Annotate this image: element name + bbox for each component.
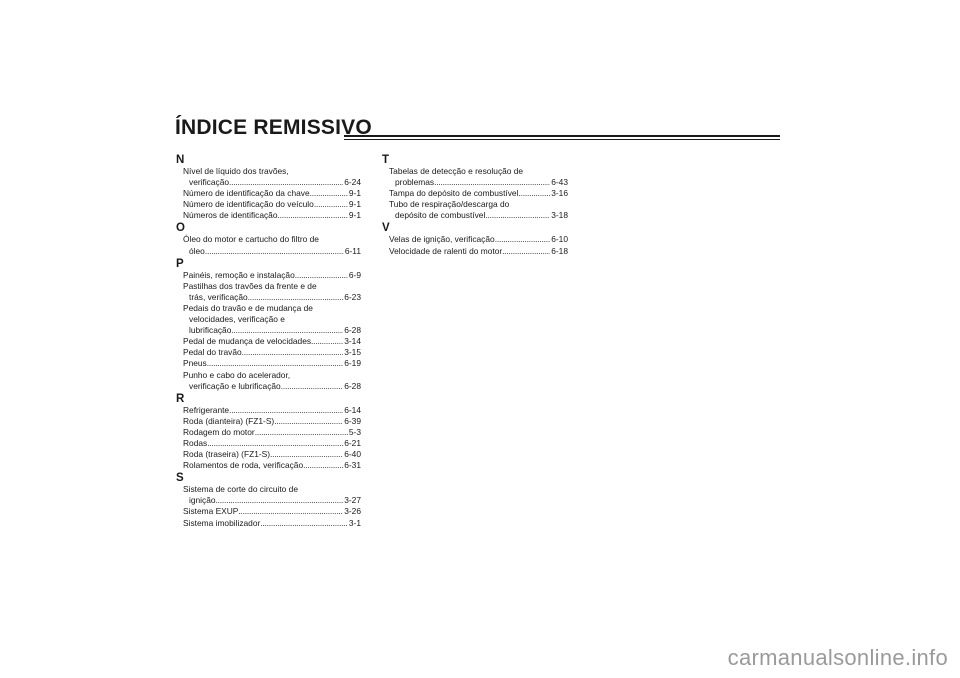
index-entry-text: Óleo do motor e cartucho do filtro de (183, 234, 319, 245)
index-page-number: 6-10 (551, 234, 568, 245)
index-entry-text: Número de identificação da chave (183, 188, 310, 199)
index-entry-text: trás, verificação (189, 291, 248, 302)
watermark-text: carmanualsonline.info (727, 645, 948, 670)
index-entry-text: Roda (dianteira) (FZ1-S) (183, 415, 275, 426)
index-page-number: 3-16 (551, 188, 568, 199)
index-entry-text: verificação (189, 177, 230, 188)
index-entry (176, 336, 361, 347)
index-page-number: 9-1 (348, 199, 361, 210)
dot-leader (314, 199, 348, 210)
dot-leader (207, 358, 343, 369)
dot-leader (229, 177, 343, 188)
index-entry (382, 199, 568, 221)
index-entry-text: ignição (189, 495, 216, 506)
dot-leader (295, 270, 348, 281)
dot-leader (229, 405, 343, 416)
dot-leader (270, 449, 343, 460)
index-page-number: 9-1 (348, 188, 361, 199)
index-page-number: 6-18 (551, 245, 568, 256)
dot-leader (231, 325, 343, 336)
index-entry-text: Refrigerante (183, 404, 230, 415)
dot-leader (260, 518, 348, 529)
index-entry (176, 460, 361, 471)
index-page-number: 6-24 (344, 177, 361, 188)
index-letter: V (382, 222, 390, 235)
dot-leader (310, 188, 348, 199)
index-column-left (176, 153, 361, 529)
index-entry (176, 358, 361, 369)
index-entry-text: Roda (traseira) (FZ1-S) (183, 449, 271, 460)
index-entry-text: depósito de combustível (395, 210, 486, 221)
index-page-number: 6-31 (344, 460, 361, 471)
index-entry-text: Velas de ignição, verificação (389, 234, 495, 245)
index-entry (176, 416, 361, 427)
index-entry-text: Sistema EXUP (183, 506, 239, 517)
index-page-number: 6-40 (344, 449, 361, 460)
index-entry-text: Pastilhas dos travões da frente e de (183, 280, 317, 291)
dot-leader (238, 506, 343, 517)
index-entry (382, 246, 568, 257)
index-entry (176, 405, 361, 416)
page-title: ÍNDICE REMISSIVO (175, 116, 372, 139)
dot-leader (205, 246, 344, 257)
index-entry (176, 347, 361, 358)
index-letter: S (176, 472, 184, 485)
index-entry-text: Velocidade de ralenti do motor (389, 245, 503, 256)
index-page-number: 6-39 (344, 415, 361, 426)
index-entry-text: Números de identificação (183, 210, 278, 221)
index-column-right (382, 153, 568, 257)
index-entry-text: Sistema de corte do circuito de (183, 484, 298, 495)
index-page-number: 6-14 (344, 404, 361, 415)
index-entry-text: óleo (189, 245, 205, 256)
index-entry-text: Rodas (183, 437, 208, 448)
index-entry-text: Tampa do depósito de combustível (389, 188, 519, 199)
index-entry-text: Nível de líquido dos travões, (183, 166, 289, 176)
index-page-number: 3-15 (344, 347, 361, 358)
dot-leader (495, 234, 551, 245)
index-entry (176, 270, 361, 281)
index-entry-text: Rolamentos de roda, verificação (183, 460, 304, 471)
dot-leader (207, 438, 343, 449)
index-letter: T (382, 154, 390, 166)
index-page-number: 6-21 (344, 437, 361, 448)
index-entry-text: Pneus (183, 358, 207, 369)
dot-leader (434, 177, 550, 188)
index-page-number: 3-27 (344, 495, 361, 506)
index-letter: R (176, 392, 185, 405)
index-entry (176, 234, 361, 256)
index-entry (176, 166, 361, 188)
dot-leader (311, 336, 343, 347)
index-entry (382, 188, 568, 199)
index-page-number: 9-1 (348, 210, 361, 221)
index-entry-text: lubrificação (189, 325, 232, 336)
dot-leader (303, 460, 343, 471)
index-entry (176, 188, 361, 199)
index-page-number: 6-9 (348, 269, 361, 280)
index-entry-text: Rodagem do motor (183, 426, 255, 437)
index-page-number: 6-28 (344, 325, 361, 336)
dot-leader (216, 495, 344, 506)
index-entry-text: Número de identificação do veículo (183, 199, 314, 210)
dot-leader (242, 347, 344, 358)
index-entry (176, 506, 361, 517)
title-rule (344, 135, 780, 140)
index-entry-text: Punho e cabo do acelerador, (183, 369, 291, 380)
index-page-number: 3-14 (344, 336, 361, 347)
index-entry (176, 438, 361, 449)
index-entry (176, 484, 361, 506)
index-page-number: 3-1 (348, 517, 361, 528)
index-entry (176, 370, 361, 392)
index-entry (176, 427, 361, 438)
index-letter: N (176, 154, 185, 166)
index-entry (176, 303, 361, 336)
index-entry-text: Sistema imobilizador (183, 517, 261, 528)
index-entry-text: velocidades, verificação e (189, 314, 285, 325)
dot-leader (485, 210, 550, 221)
index-page-number: 6-43 (551, 177, 568, 188)
dot-leader (502, 246, 550, 257)
dot-leader (281, 381, 344, 392)
index-entry (176, 449, 361, 460)
index-entry-text: Pedal do travão (183, 347, 242, 358)
dot-leader (518, 188, 550, 199)
index-entry-text: Tubo de respiração/descarga do (389, 199, 510, 210)
dot-leader (255, 427, 348, 438)
index-entry (382, 234, 568, 245)
index-page-number: 3-26 (344, 506, 361, 517)
index-entry-text: Pedais do travão e de mudança de (183, 302, 313, 313)
dot-leader (274, 416, 343, 427)
index-entry-text: verificação e lubrificação (189, 380, 281, 391)
index-page-number: 5-3 (348, 426, 361, 437)
index-page-number: 6-19 (344, 358, 361, 369)
index-page-number: 6-23 (344, 291, 361, 302)
dot-leader (248, 292, 344, 303)
index-entry (176, 518, 361, 529)
index-entry (176, 210, 361, 221)
index-entry (176, 281, 361, 303)
index-entry-text: Pedal de mudança de velocidades (183, 336, 312, 347)
index-page-number: 6-11 (344, 245, 361, 256)
index-letter: O (176, 222, 185, 235)
index-page-number: 3-18 (551, 210, 568, 221)
index-entry (176, 199, 361, 210)
index-entry-text: Painéis, remoção e instalação (183, 269, 295, 280)
index-entry-text: problemas (395, 177, 435, 188)
index-page-number: 6-28 (344, 380, 361, 391)
index-entry-text: Tabelas de detecção e resolução de (389, 166, 524, 176)
index-letter: P (176, 257, 184, 270)
index-entry (382, 166, 568, 188)
dot-leader (278, 210, 348, 221)
